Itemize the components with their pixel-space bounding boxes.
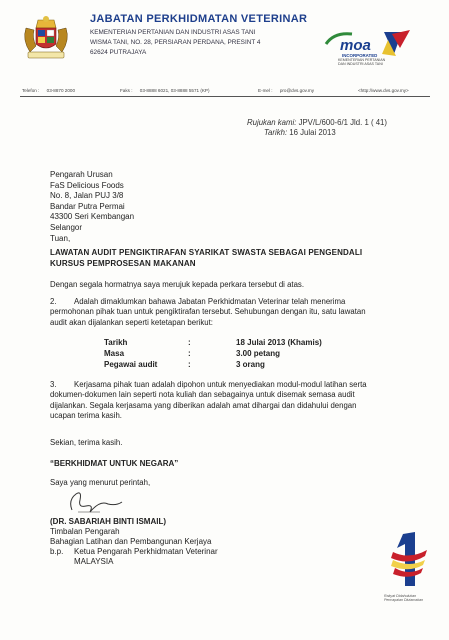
detail-value: 3.00 petang (236, 349, 281, 358)
email-address[interactable]: pro@dvs.gov.my (279, 88, 315, 93)
logo-caption (384, 594, 423, 603)
motto: “BERKHIDMAT UNTUK NEGARA” (50, 459, 179, 468)
detail-label: Masa (104, 349, 125, 358)
date-label: Tarikh: (264, 128, 288, 137)
paragraph-3-line-3: dijalankan. Segala kerjasama yang diberikan adalah amat dihargai dan didahului dengan (50, 400, 357, 410)
logo-caption-line-1: Rakyat Didahulukan (384, 594, 417, 598)
opening-line: Dengan segala hormatnya saya merujuk kepada perkara tersebut di atas. (50, 280, 304, 289)
fax-info (120, 88, 210, 93)
signature-mark (60, 486, 130, 516)
paragraph-3-line-1: Kerjasama pihak tuan adalah dipohon untuk menyediakan modul-modul latihan serta (74, 380, 367, 389)
detail-label: Tarikh (104, 338, 128, 347)
header-divider (20, 96, 430, 97)
detail-sep: : (188, 349, 191, 358)
recipient-line-6: Selangor (50, 222, 83, 232)
obedient-line: Saya yang menurut perintah, (50, 478, 151, 487)
bp-line-2: MALAYSIA (74, 557, 114, 566)
salutation: Tuan, (50, 234, 71, 243)
detail-sep: : (188, 360, 191, 369)
ministry-name: KEMENTERIAN PERTANIAN DAN INDUSTRI ASAS TANI (90, 29, 256, 36)
paragraph-3-number: 3. (50, 380, 57, 389)
detail-value: 3 orang (236, 360, 265, 369)
address-line-1: WISMA TANI, NO. 28, PERSIARAN PERDANA, PRESINT 4 (90, 39, 261, 46)
closing-line: Sekian, terima kasih. (50, 438, 123, 447)
subject-line-2: KURSUS PEMPROSESAN MAKANAN (50, 259, 196, 268)
reference-number (247, 118, 387, 127)
recipient-line-4: Bandar Putra Permai (50, 201, 125, 211)
moa-logo-text: moa (340, 37, 371, 54)
reference-label: Rujukan kami: (247, 118, 297, 127)
reference-value: JPV/L/600-6/1 Jld. 1 ( 41) (298, 118, 387, 127)
address-line-2: 62624 PUTRAJAYA (90, 49, 147, 56)
detail-label: Pegawai audit (104, 360, 158, 369)
moa-caption-line-1: KEMENTERIAN PERTANIAN (338, 58, 386, 62)
detail-sep: : (188, 338, 191, 347)
email-info (258, 88, 314, 93)
paragraph-2-number: 2. (50, 297, 57, 306)
recipient-line-5: 43300 Seri Kembangan (50, 212, 135, 221)
paragraph-2-line-1: Adalah dimaklumkan bahawa Jabatan Perkhidmatan Veterinar telah menerima (74, 297, 346, 306)
recipient-line-1: Pengarah Urusan (50, 170, 113, 179)
moa-logo-sub: INCORPORATED (342, 53, 378, 58)
signatory-title: Timbalan Pengarah (50, 527, 120, 536)
phone-number: 03-8870 2000 (46, 88, 76, 93)
paragraph-2-line-3: audit akan dijalankan seperti ketetapan berikut: (50, 317, 213, 327)
moa-caption-line-2: DAN INDUSTRI ASAS TANI (338, 62, 383, 67)
letter-date (264, 128, 336, 137)
date-value: 16 Julai 2013 (289, 128, 336, 137)
website-link[interactable]: <http://www.dvs.gov.my> (358, 88, 409, 93)
email-label: E-mel : (258, 88, 273, 93)
paragraph-3-line-2: dokumen-dokumen lain seperti nota kuliah dan sebagainya untuk disemak semasa audit (50, 390, 355, 400)
moa-caption (338, 58, 385, 67)
phone-info (22, 88, 75, 93)
signatory-division: Bahagian Latihan dan Pembangunan Kerjaya (50, 537, 212, 546)
bp-label: b.p. (50, 547, 64, 556)
recipient-address (50, 170, 134, 233)
department-name: JABATAN PERKHIDMATAN VETERINAR (90, 13, 308, 25)
detail-value: 18 Julai 2013 (Khamis) (236, 338, 322, 347)
bp-line-1: Ketua Pengarah Perkhidmatan Veterinar (74, 547, 218, 556)
fax-label: Faks : (120, 88, 133, 93)
one-malaysia-logo (385, 530, 431, 590)
subject-line-1: LAWATAN AUDIT PENGIKTIRAFAN SYARIKAT SWASTA SEBAGAI PENGENDALI (50, 248, 363, 257)
recipient-line-3: No. 8, Jalan PUJ 3/8 (50, 191, 124, 200)
paragraph-2-line-2: permohonan pihak tuan untuk pengiktirafan tersebut. Sehubungan dengan itu, satu lawatan (50, 307, 366, 317)
phone-label: Telefon : (22, 88, 40, 93)
logo-caption-line-2: Pencapaian Diutamakan (384, 598, 424, 603)
fax-number: 03-8888 6021, 03-8888 5571 (KP) (139, 88, 210, 93)
signatory-block (50, 517, 218, 567)
signatory-name: (DR. SABARIAH BINTI ISMAIL) (50, 517, 166, 526)
recipient-line-2: FaS Delicious Foods (50, 180, 124, 190)
paragraph-3 (50, 380, 395, 422)
paragraph-3-line-4: ucapan terima kasih. (50, 411, 122, 421)
paragraph-2 (50, 297, 395, 328)
coat-of-arms-icon (20, 14, 72, 62)
letter-subject (50, 247, 362, 269)
